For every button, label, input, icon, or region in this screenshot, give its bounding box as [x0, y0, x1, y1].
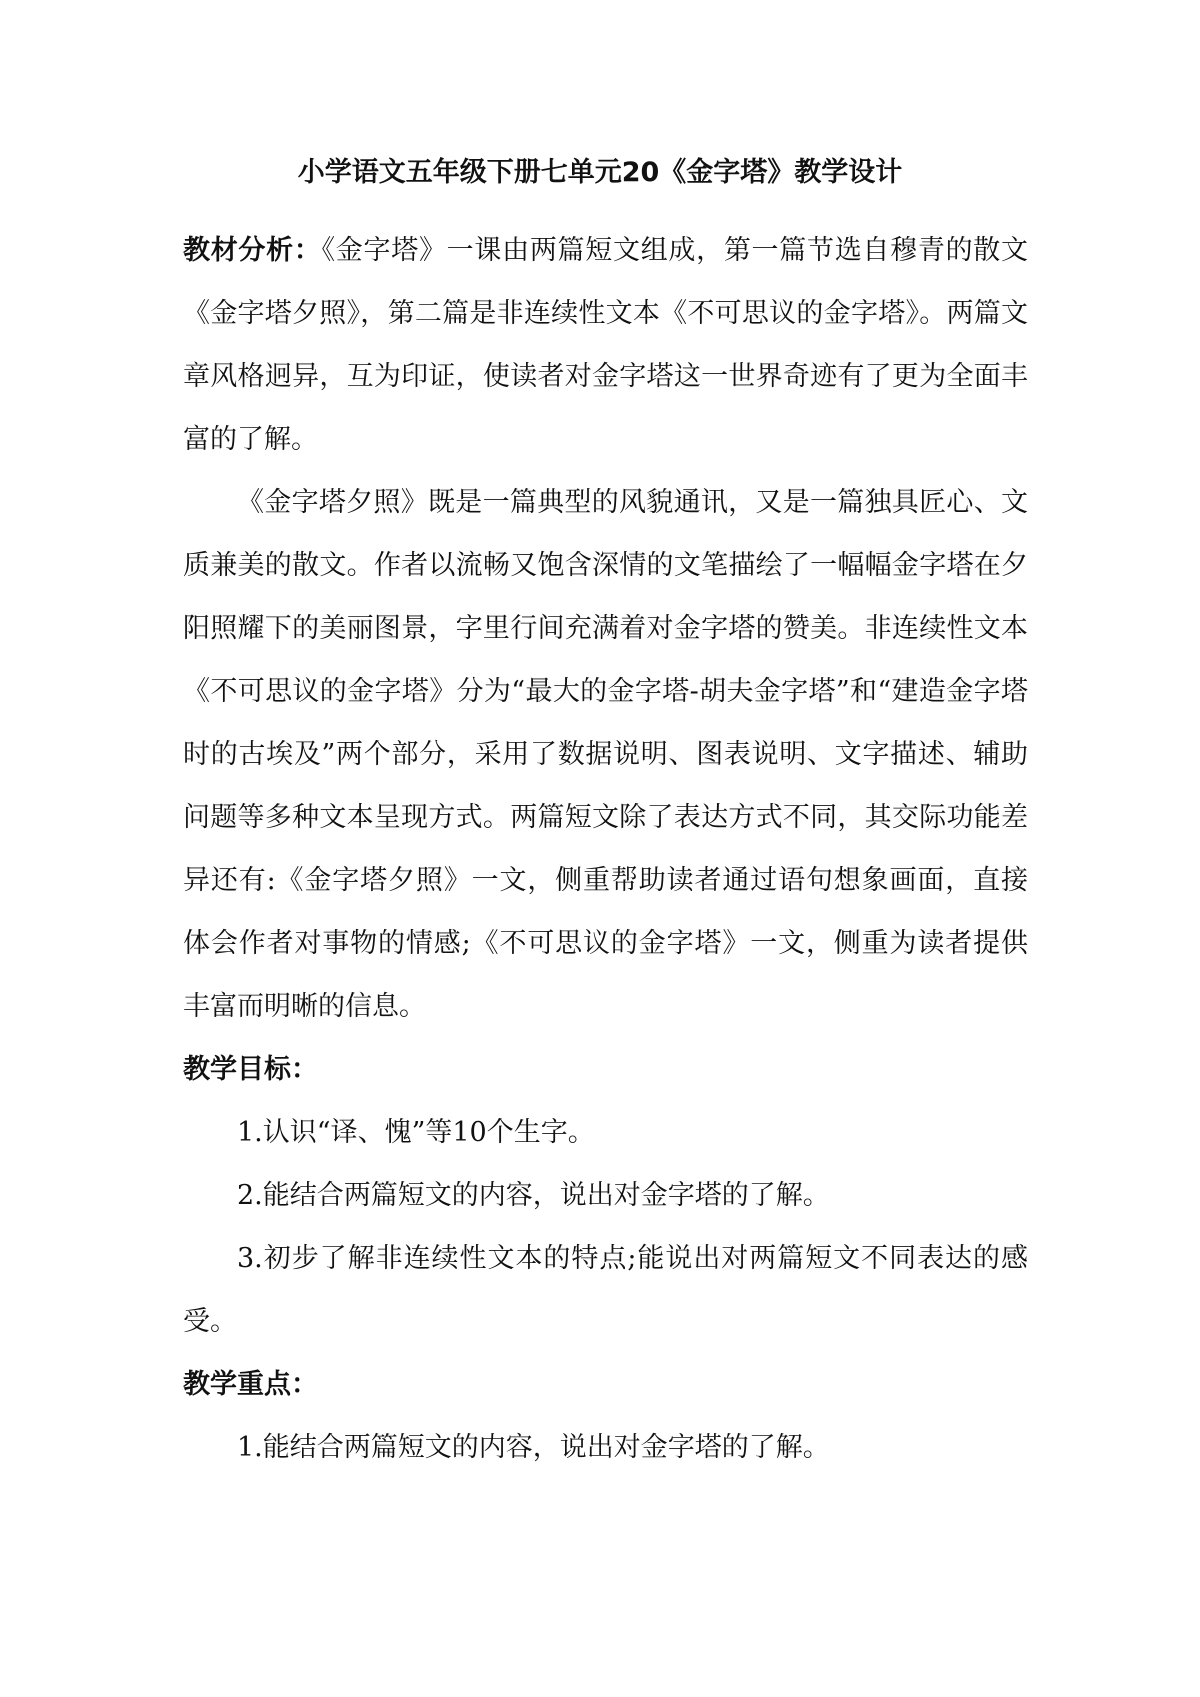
objectives-heading: 教学目标： [183, 1054, 318, 1085]
objective-item-2: 2.能结合两篇短文的内容，说出对金字塔的了解。 [237, 1180, 830, 1211]
key-points-heading: 教学重点： [183, 1369, 318, 1400]
analysis-paragraph-1-text: 《金字塔》一课由两篇短文组成，第一篇节选自穆青的散文《金字塔夕照》，第二篇是非连续性文本《不可思议的金字塔》。两篇文章风格迥异，互为印证，使读者对金字塔这一世界奇迹有了更为全面丰富的了解。 [183, 235, 1029, 455]
analysis-heading: 教材分析： [183, 235, 322, 266]
document-body [183, 219, 1028, 1479]
document-title: 小学语文五年级下册七单元20《金字塔》教学设计 [297, 157, 903, 188]
key-point-item-1: 1.能结合两篇短文的内容，说出对金字塔的了解。 [237, 1432, 830, 1463]
objective-item-3: 3.初步了解非连续性文本的特点;能说出对两篇短文不同表达的感受。 [183, 1243, 1028, 1337]
analysis-paragraph-2: 《金字塔夕照》既是一篇典型的风貌通讯，又是一篇独具匠心、文质兼美的散文。作者以流畅又饱含深情的文笔描绘了一幅幅金字塔在夕阳照耀下的美丽图景，字里行间充满着对金字塔的赞美。非连续性文本《不可思议的金字塔》分为“最大的金字塔-胡夫金字塔”和“建造金字塔时的古埃及”两个部分，采用了数据说明、图表说明、文字描述、辅助问题等多种文本呈现方式。两篇短文除了表达方式不同，其交际功能差异还有:《金字塔夕照》一文，侧重帮助读者通过语句想象画面，直接体会作者对事物的情感;《不可思议的金字塔》一文，侧重为读者提供丰富而明晰的信息。 [183, 487, 1028, 1022]
objective-item-1: 1.认识“译、愧”等10个生字。 [237, 1117, 595, 1148]
analysis-paragraph-1 [183, 219, 1028, 471]
